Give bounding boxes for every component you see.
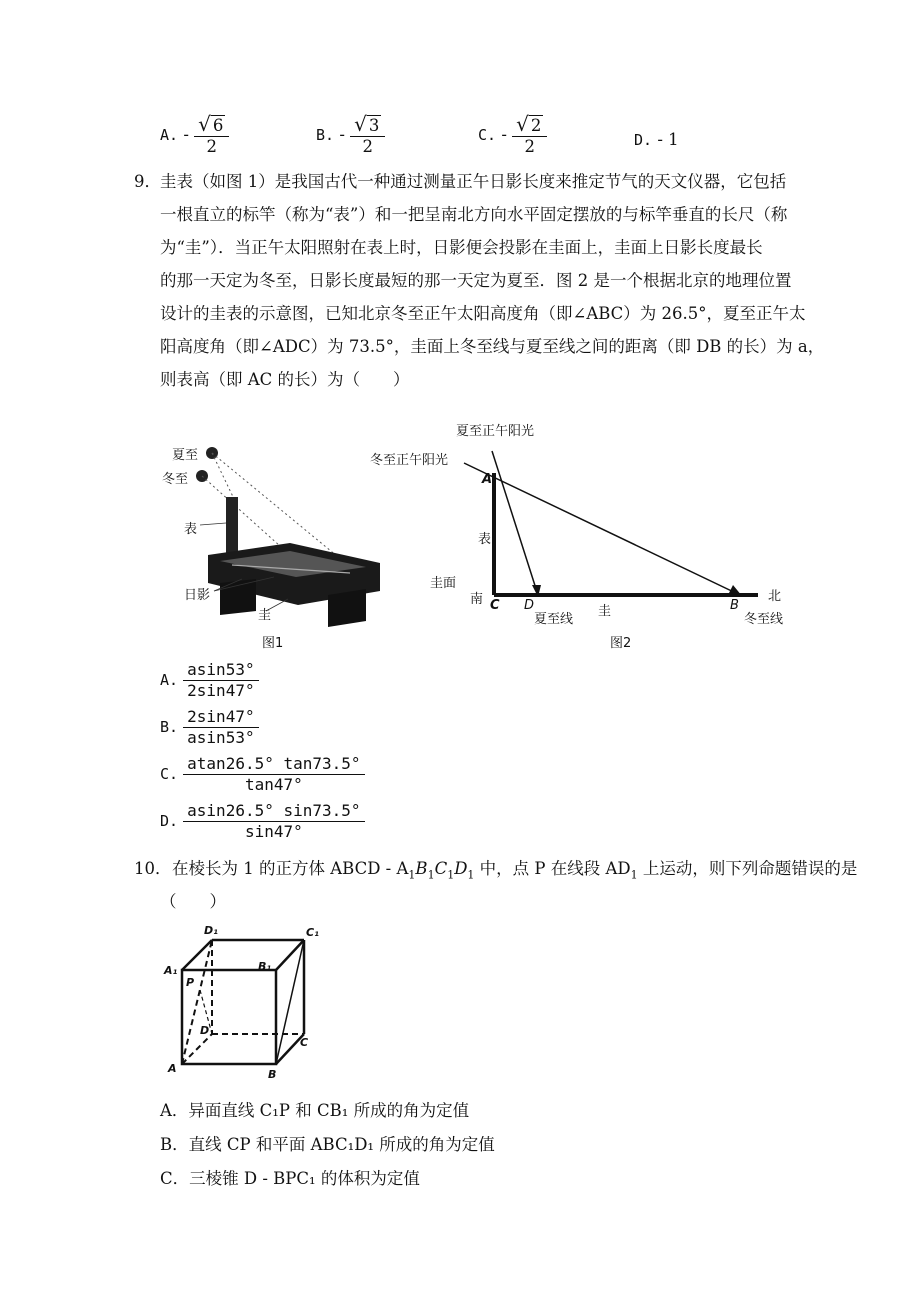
cube-label-c: C bbox=[300, 1036, 309, 1049]
fig2-label-c: C bbox=[490, 598, 500, 613]
fig2-label-north: 北 bbox=[768, 589, 782, 604]
q9-line-1: 圭表（如图 1）是我国古代一种通过测量正午日影长度来推定节气的天文仪器，它包括 bbox=[160, 172, 787, 191]
q9-option-a: A. $\frac{asin53^\circ}{2\sin 47^\circ}$ bbox=[160, 660, 259, 701]
fig1-label-shadow: 日影 bbox=[184, 588, 211, 603]
fig2-label-winter-light: 冬至正午阳光 bbox=[370, 453, 449, 468]
fig2-label-gui: 圭 bbox=[598, 604, 612, 619]
q9-option-b: B. $\frac{2\sin 47^\circ}{asin53^\circ}$ bbox=[160, 707, 259, 748]
fig2-caption: 图2 bbox=[610, 636, 632, 651]
cube-label-a1: A₁ bbox=[164, 964, 178, 977]
q10-option-a: A．异面直线 C₁P 和 CB₁ 所成的角为定值 bbox=[160, 1101, 470, 1120]
q8-option-a: A. - $\frac{√ 6}{2}$ bbox=[160, 114, 229, 157]
q9-option-c-fraction: $\frac{atan26.5^\circ \tan 73.5^\circ}{\tan 47^\circ}$ bbox=[183, 754, 364, 795]
cube-label-d: D bbox=[200, 1024, 210, 1037]
q10-line-1: 在棱长为 1 的正方体 ABCD - $A_1B_1C_1D_1$ 中，点 P 在线段 $AD_1$ 上运动，则下列命题错误的是 bbox=[172, 859, 858, 882]
cube-front-face bbox=[182, 970, 276, 1064]
q9-option-c: C. $\frac{atan26.5^\circ \tan 73.5^\circ}{\tan 47^\circ}$ bbox=[160, 754, 365, 795]
q9-line-6: 阳高度角（即∠ADC）为 73.5°，圭面上冬至线与夏至线之间的距离（即 DB 的长）为 a， bbox=[160, 337, 825, 356]
cube-label-d1: D₁ bbox=[204, 924, 218, 937]
fig2-label-a: A bbox=[482, 472, 493, 487]
fig2-label-winter-line: 冬至线 bbox=[744, 612, 784, 627]
fig1-label-gui: 圭 bbox=[258, 608, 272, 623]
fig1-label-biao: 表 bbox=[184, 522, 198, 537]
cube-label-a: A bbox=[168, 1062, 177, 1075]
q10-number: 10． bbox=[134, 859, 172, 878]
cube-label-p: P bbox=[186, 976, 195, 989]
q9-option-a-fraction: $\frac{asin53^\circ}{2\sin 47^\circ}$ bbox=[183, 660, 258, 701]
q9-line-2: 一根直立的标竿（称为“表”）和一把呈南北方向水平固定摆放的与标竿垂直的长尺（称 bbox=[160, 205, 788, 224]
q8-option-d: D. - 1 bbox=[634, 130, 679, 149]
fig2-label-gui-face: 圭面 bbox=[430, 576, 457, 591]
cube-label-b1: B₁ bbox=[258, 960, 272, 973]
fig2-label-b: B bbox=[730, 598, 739, 613]
fig1-caption: 图1 bbox=[262, 636, 284, 651]
q8-option-a-fraction: $\frac{√ 6}{2}$ bbox=[194, 114, 229, 157]
fig2-label-summer-light: 夏至正午阳光 bbox=[456, 424, 535, 439]
q9-option-b-fraction: $\frac{2\sin 47^\circ}{asin53^\circ}$ bbox=[183, 707, 258, 748]
q9-line-3: 为“圭”）．当正午太阳照射在表上时，日影便会投影在圭面上，圭面上日影长度最长 bbox=[160, 238, 763, 257]
q9-option-d: D. $\frac{asin26.5^\circ \sin 73.5^\circ}{\sin 47^\circ}$ bbox=[160, 801, 365, 842]
fig1-label-winter: 冬至 bbox=[162, 472, 189, 487]
cube-label-b: B bbox=[268, 1068, 277, 1081]
q10-paren: （ ） bbox=[160, 892, 226, 911]
q8-option-c-fraction: $\frac{√ 2}{2}$ bbox=[512, 114, 547, 157]
q8-option-b-fraction: $\frac{√ 3}{2}$ bbox=[350, 114, 385, 157]
q10-option-c: C．三棱锥 D - BPC₁ 的体积为定值 bbox=[160, 1169, 420, 1188]
q9-line-5: 设计的圭表的示意图，已知北京冬至正午太阳高度角（即∠ABC）为 26.5°，夏至正午太 bbox=[160, 304, 806, 323]
q8-option-b: B. - $\frac{√ 3}{2}$ bbox=[316, 114, 385, 157]
q9-line-7: 则表高（即 AC 的长）为（ ） bbox=[160, 370, 410, 389]
fig2-label-biao: 表 bbox=[478, 532, 492, 547]
q9-line-4: 的那一天定为冬至，日影长度最短的那一天定为夏至．图 2 是一个根据北京的地理位置 bbox=[160, 271, 792, 290]
fig2-label-d: D bbox=[524, 598, 535, 613]
q10-option-b: B．直线 CP 和平面 ABC₁D₁ 所成的角为定值 bbox=[160, 1135, 495, 1154]
q9-option-d-fraction: $\frac{asin26.5^\circ \sin 73.5^\circ}{\sin 47^\circ}$ bbox=[183, 801, 364, 842]
fig1-label-summer: 夏至 bbox=[172, 448, 199, 463]
cube-figure bbox=[160, 920, 340, 1085]
summer-sunlight-ray bbox=[492, 451, 538, 595]
cube-label-c1: C₁ bbox=[306, 926, 319, 939]
q8-option-c: C. - $\frac{√ 2}{2}$ bbox=[478, 114, 547, 157]
q9-number: 9． bbox=[134, 172, 161, 191]
fig2-label-summer-line: 夏至线 bbox=[534, 612, 574, 627]
fig2-label-south: 南 bbox=[470, 592, 484, 607]
winter-sunlight-ray bbox=[464, 463, 740, 595]
